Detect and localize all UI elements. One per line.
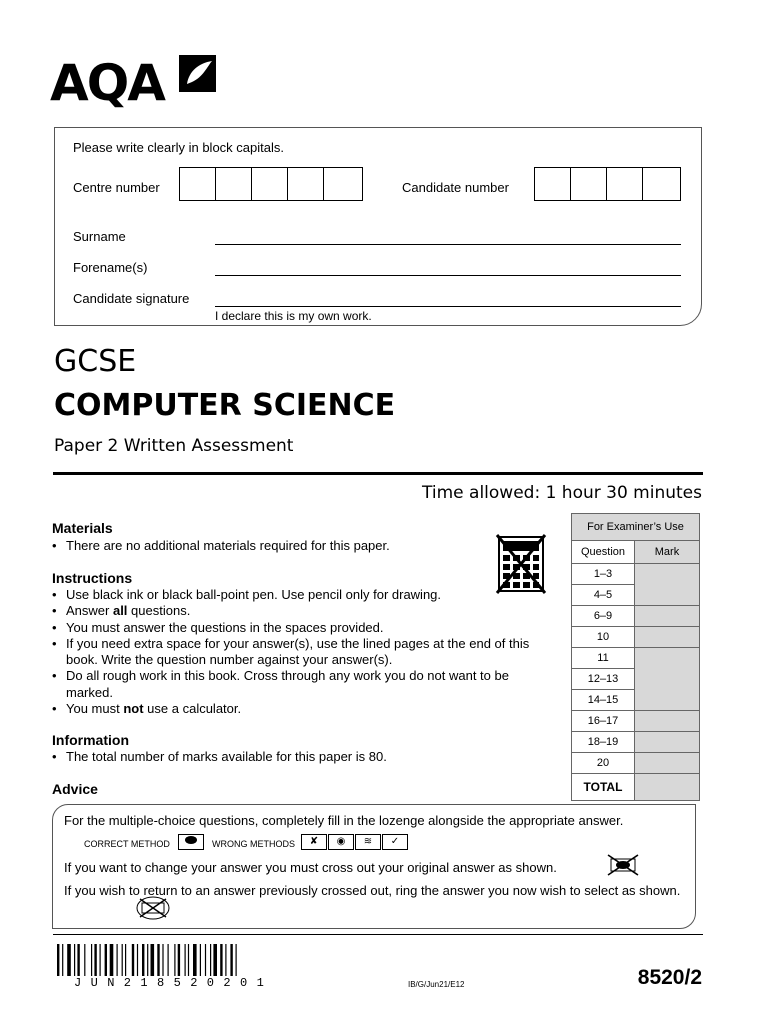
- wrong-cross-lozenge-icon: ✘: [301, 834, 327, 850]
- subject-title: COMPUTER SCIENCE: [54, 388, 396, 423]
- table-row: 1–3: [572, 564, 700, 585]
- mark-cell[interactable]: [635, 606, 700, 627]
- title-divider: [53, 472, 703, 475]
- no-calculator-icon: [495, 533, 547, 595]
- paper-reference: IB/G/Jun21/E12: [408, 980, 465, 989]
- forename-label: Forename(s): [73, 260, 148, 275]
- surname-field[interactable]: [215, 244, 681, 245]
- candidate-number-boxes[interactable]: [534, 167, 681, 201]
- information-list: [52, 749, 492, 765]
- mark-cell[interactable]: [635, 627, 700, 648]
- examiners-use-table: [571, 513, 700, 801]
- mark-column-header: Mark: [635, 541, 700, 564]
- advice-line-3: If you wish to return to an answer previously crossed out, ring the answer you now wish to select as shown.: [64, 883, 681, 898]
- centre-number-label: Centre number: [73, 180, 160, 195]
- mark-cell[interactable]: [635, 732, 700, 753]
- correct-lozenge-icon: [178, 834, 204, 850]
- table-row: 14–15: [572, 690, 700, 711]
- list-item: • Answer all questions.: [52, 603, 552, 619]
- list-item: • There are no additional materials required for this paper.: [52, 538, 492, 554]
- time-allowed: Time allowed: 1 hour 30 minutes: [422, 483, 702, 503]
- aqa-logo-mark-icon: [179, 55, 216, 92]
- question-column-header: Question: [572, 541, 635, 564]
- table-row: 12–13: [572, 669, 700, 690]
- examiner-table-header: For Examiner’s Use: [572, 514, 700, 541]
- list-item: • You must not use a calculator.: [52, 701, 552, 717]
- wrong-hatch-lozenge-icon: ≋: [355, 834, 381, 850]
- candidate-number-label: Candidate number: [402, 180, 509, 195]
- list-item: • Use black ink or black ball-point pen. Use pencil only for drawing.: [52, 587, 552, 603]
- mark-cell[interactable]: [635, 648, 700, 711]
- aqa-logo-text: AQA: [50, 54, 164, 112]
- wrong-methods-label: WRONG METHODS: [212, 839, 295, 849]
- table-row: 10: [572, 627, 700, 648]
- list-item: • The total number of marks available for this paper is 80.: [52, 749, 492, 765]
- ringed-answer-icon: [135, 895, 171, 921]
- table-row: 18–19: [572, 732, 700, 753]
- materials-heading: Materials: [52, 520, 113, 536]
- advice-line-1: For the multiple-choice questions, completely fill in the lozenge alongside the appropriate answer.: [64, 813, 624, 828]
- paper-title: Paper 2 Written Assessment: [54, 436, 294, 456]
- table-row: 6–9: [572, 606, 700, 627]
- mark-cell[interactable]: [635, 711, 700, 732]
- instructions-list: [52, 587, 552, 717]
- table-row: [572, 774, 700, 801]
- total-mark-cell[interactable]: [635, 774, 700, 801]
- signature-label: Candidate signature: [73, 291, 190, 306]
- wrong-tick-lozenge-icon: ✓: [382, 834, 408, 850]
- crossed-answer-icon: [607, 854, 639, 876]
- materials-list: [52, 538, 492, 554]
- list-item: • You must answer the questions in the spaces provided.: [52, 620, 552, 636]
- declaration-text: I declare this is my own work.: [215, 309, 372, 323]
- wrong-dot-lozenge-icon: ◉: [328, 834, 354, 850]
- paper-code: 8520/2: [637, 966, 702, 989]
- correct-method-label: CORRECT METHOD: [84, 839, 170, 849]
- mark-cell[interactable]: [635, 564, 700, 606]
- table-row: 4–5: [572, 585, 700, 606]
- mark-cell[interactable]: [635, 753, 700, 774]
- table-row: 16–17: [572, 711, 700, 732]
- total-label: TOTAL: [572, 774, 635, 801]
- surname-label: Surname: [73, 229, 126, 244]
- advice-heading: Advice: [52, 781, 98, 797]
- table-row: 11: [572, 648, 700, 669]
- footer-divider: [53, 934, 703, 935]
- information-heading: Information: [52, 732, 129, 748]
- advice-line-2: If you want to change your answer you must cross out your original answer as shown.: [64, 860, 557, 875]
- signature-field[interactable]: [215, 306, 681, 307]
- barcode-icon: [57, 944, 302, 976]
- block-capitals-instruction: Please write clearly in block capitals.: [73, 140, 284, 155]
- table-row: 20: [572, 753, 700, 774]
- barcode-number: JUN218520201: [74, 976, 274, 990]
- list-item: • If you need extra space for your answer(s), use the lined pages at the end of this book. Write the question number against your answer(s).: [52, 636, 552, 669]
- centre-number-boxes[interactable]: [179, 167, 363, 201]
- qualification-level: GCSE: [54, 344, 137, 379]
- instructions-heading: Instructions: [52, 570, 133, 586]
- forename-field[interactable]: [215, 275, 681, 276]
- list-item: • Do all rough work in this book. Cross through any work you do not want to be marked.: [52, 668, 552, 701]
